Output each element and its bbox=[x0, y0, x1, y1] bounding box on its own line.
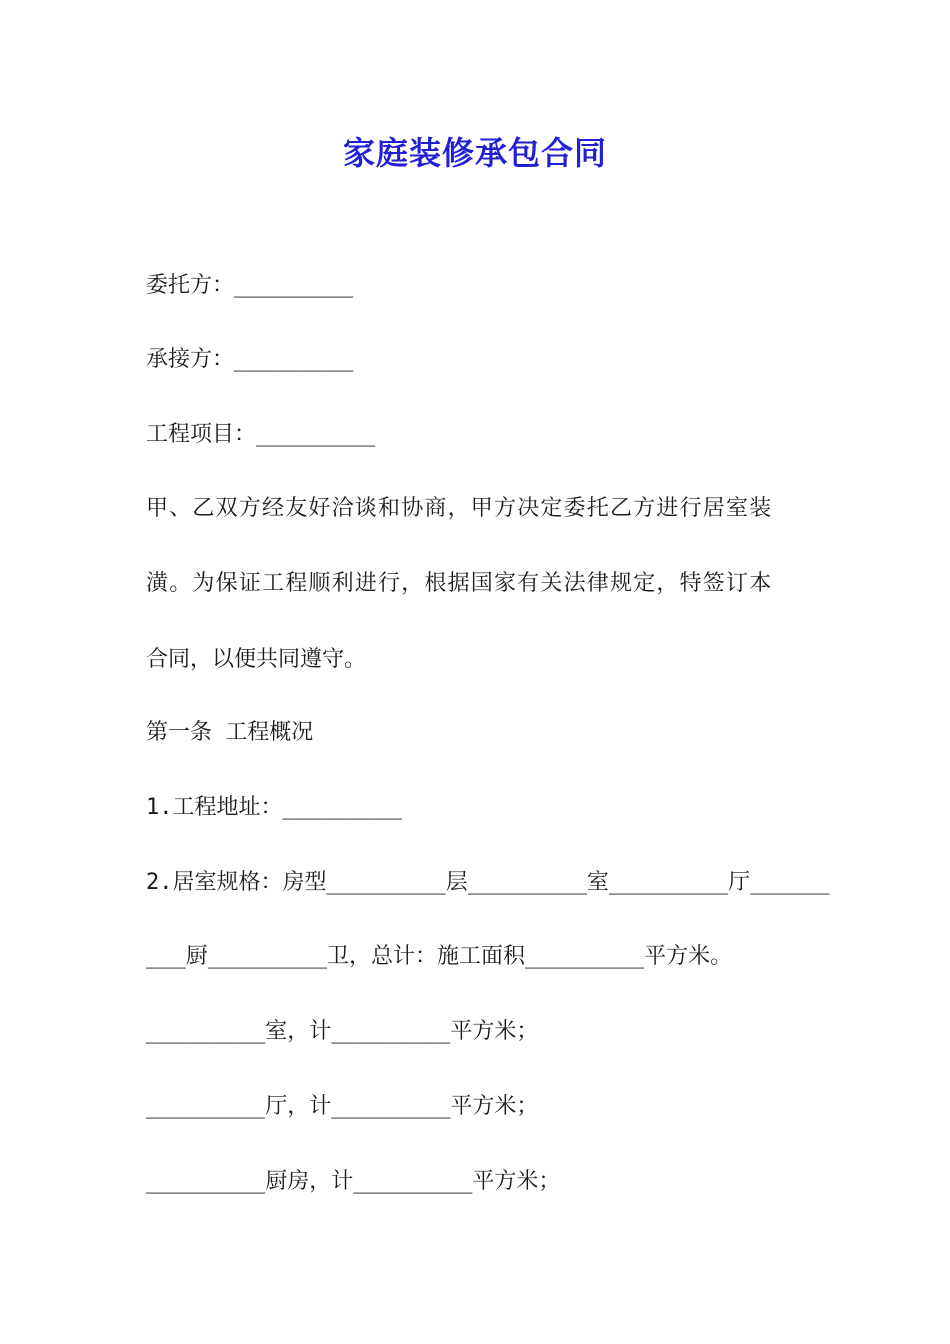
room-spec-line-1: 2.居室规格：房型_________层_________室_________厅______ bbox=[146, 870, 830, 895]
client-party-line: 委托方：_________ bbox=[146, 273, 354, 298]
room-area-line: _________室，计_________平方米； bbox=[146, 1019, 539, 1044]
intro-paragraph-line-2: 潢。为保证工程顺利进行，根据国家有关法律规定，特签订本 bbox=[146, 571, 773, 596]
document-title: 家庭装修承包合同 bbox=[342, 134, 607, 172]
article-one-heading: 第一条 工程概况 bbox=[146, 720, 314, 745]
room-spec-line-2: ___厨_________卫，总计：施工面积_________平方米。 bbox=[146, 944, 733, 969]
project-address-line: 1.工程地址：_________ bbox=[146, 795, 402, 820]
hall-area-line: _________厅，计_________平方米； bbox=[146, 1094, 539, 1119]
intro-paragraph-line-1: 甲、乙双方经友好洽谈和协商，甲方决定委托乙方进行居室装 bbox=[146, 496, 773, 521]
project-line: 工程项目：_________ bbox=[146, 422, 376, 447]
contractor-party-line: 承接方：_________ bbox=[146, 347, 354, 372]
kitchen-area-line: _________厨房，计_________平方米； bbox=[146, 1169, 561, 1194]
intro-paragraph-line-3: 合同，以便共同遵守。 bbox=[146, 647, 367, 672]
